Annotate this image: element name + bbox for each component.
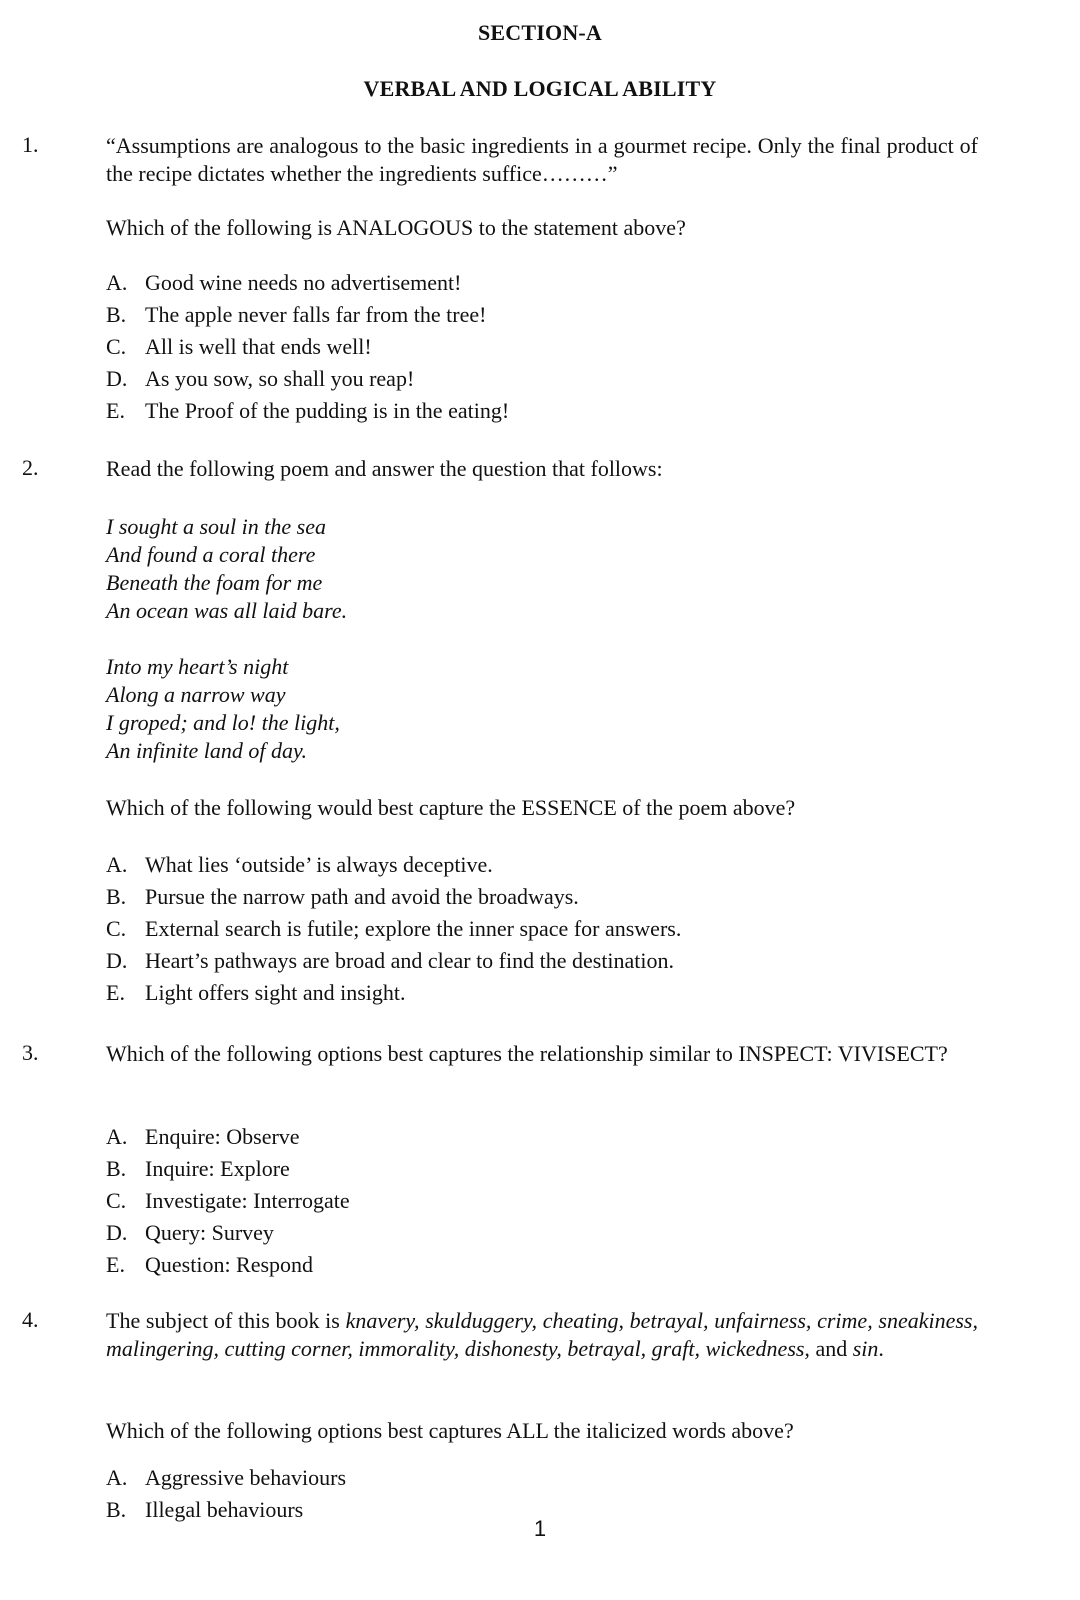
question-text: Which of the following options best captures the relationship similar to INSPECT: VIVISECT? (106, 1041, 948, 1066)
option-text: Illegal behaviours (145, 1497, 304, 1522)
option-letter: B. (106, 1156, 127, 1181)
option-text: The apple never falls far from the tree! (145, 302, 487, 327)
option-text: Aggressive behaviours (145, 1465, 347, 1490)
option-list (106, 1121, 978, 1281)
option-letter: A. (106, 270, 128, 295)
poem-stanza-1 (106, 513, 347, 625)
option-letter: E. (106, 980, 125, 1005)
option-text: What lies ‘outside’ is always deceptive. (145, 852, 493, 877)
question-text: “Assumptions are analogous to the basic ingredients in a gourmet recipe. Only the final product of the recipe dictates whether the ingredients suffice………” (106, 133, 978, 186)
option-letter: E. (106, 1252, 125, 1277)
option-a (106, 1462, 978, 1494)
option-e (106, 977, 978, 1009)
question-text-conjunction: and (809, 1336, 853, 1361)
option-letter: D. (106, 1220, 128, 1245)
option-e (106, 1249, 978, 1281)
poem-line: I groped; and lo! the light, (106, 710, 340, 735)
option-text: Light offers sight and insight. (145, 980, 406, 1005)
section-subject-heading: VERBAL AND LOGICAL ABILITY (363, 76, 717, 101)
option-d (106, 363, 978, 395)
page-number: 1 (533, 1516, 547, 1541)
option-letter: C. (106, 334, 127, 359)
italic-word-last: sin (852, 1336, 879, 1361)
italic-word-list: knavery, skulduggery, cheating, betrayal, unfairness, crime, sneakiness, malingering, cutting corner, immorality, dishonesty, betrayal, graft, wickedness, (106, 1308, 978, 1361)
poem-line: An infinite land of day. (106, 738, 308, 763)
option-list (106, 267, 978, 427)
question-text-end: . (878, 1336, 884, 1361)
option-text: Query: Survey (145, 1220, 274, 1245)
option-list (106, 849, 978, 1009)
option-letter: B. (106, 1497, 127, 1522)
question-text (106, 1307, 978, 1363)
poem-line: Into my heart’s night (106, 654, 289, 679)
option-letter: C. (106, 1188, 127, 1213)
option-letter: D. (106, 948, 128, 973)
option-letter: A. (106, 1465, 128, 1490)
question-number: 4. (22, 1307, 39, 1332)
option-d (106, 1217, 978, 1249)
option-text: As you sow, so shall you reap! (145, 366, 415, 391)
poem-line: Beneath the foam for me (106, 570, 323, 595)
question-number: 2. (22, 455, 39, 480)
option-c (106, 331, 978, 363)
question-prompt: Which of the following is ANALOGOUS to the statement above? (106, 215, 686, 240)
option-b (106, 1153, 978, 1185)
option-text: Good wine needs no advertisement! (145, 270, 462, 295)
option-e (106, 395, 978, 427)
option-text: All is well that ends well! (145, 334, 372, 359)
option-a (106, 267, 978, 299)
option-text: Enquire: Observe (145, 1124, 300, 1149)
option-b (106, 299, 978, 331)
question-prompt: Which of the following options best captures ALL the italicized words above? (106, 1418, 794, 1443)
question-text-intro: The subject of this book is (106, 1308, 346, 1333)
option-text: Heart’s pathways are broad and clear to find the destination. (145, 948, 675, 973)
option-text: Question: Respond (145, 1252, 314, 1277)
poem-line: Along a narrow way (106, 682, 286, 707)
option-letter: D. (106, 366, 128, 391)
option-letter: B. (106, 884, 127, 909)
option-letter: A. (106, 1124, 128, 1149)
option-b (106, 881, 978, 913)
option-c (106, 913, 978, 945)
option-letter: A. (106, 852, 128, 877)
option-text: The Proof of the pudding is in the eating! (145, 398, 510, 423)
option-text: Investigate: Interrogate (145, 1188, 350, 1213)
option-letter: B. (106, 302, 127, 327)
option-a (106, 849, 978, 881)
question-number: 1. (22, 132, 39, 157)
question-text: Read the following poem and answer the question that follows: (106, 456, 663, 481)
option-text: External search is futile; explore the inner space for answers. (145, 916, 682, 941)
option-letter: C. (106, 916, 127, 941)
question-number: 3. (22, 1040, 39, 1065)
option-d (106, 945, 978, 977)
section-heading: SECTION-A (477, 20, 603, 45)
poem-line: An ocean was all laid bare. (106, 598, 348, 623)
poem-line: And found a coral there (106, 542, 316, 567)
poem-stanza-2 (106, 653, 340, 765)
poem-line: I sought a soul in the sea (106, 514, 326, 539)
option-text: Pursue the narrow path and avoid the broadways. (145, 884, 579, 909)
question-prompt: Which of the following would best capture the ESSENCE of the poem above? (106, 795, 796, 820)
option-c (106, 1185, 978, 1217)
option-text: Inquire: Explore (145, 1156, 290, 1181)
option-a (106, 1121, 978, 1153)
option-letter: E. (106, 398, 125, 423)
